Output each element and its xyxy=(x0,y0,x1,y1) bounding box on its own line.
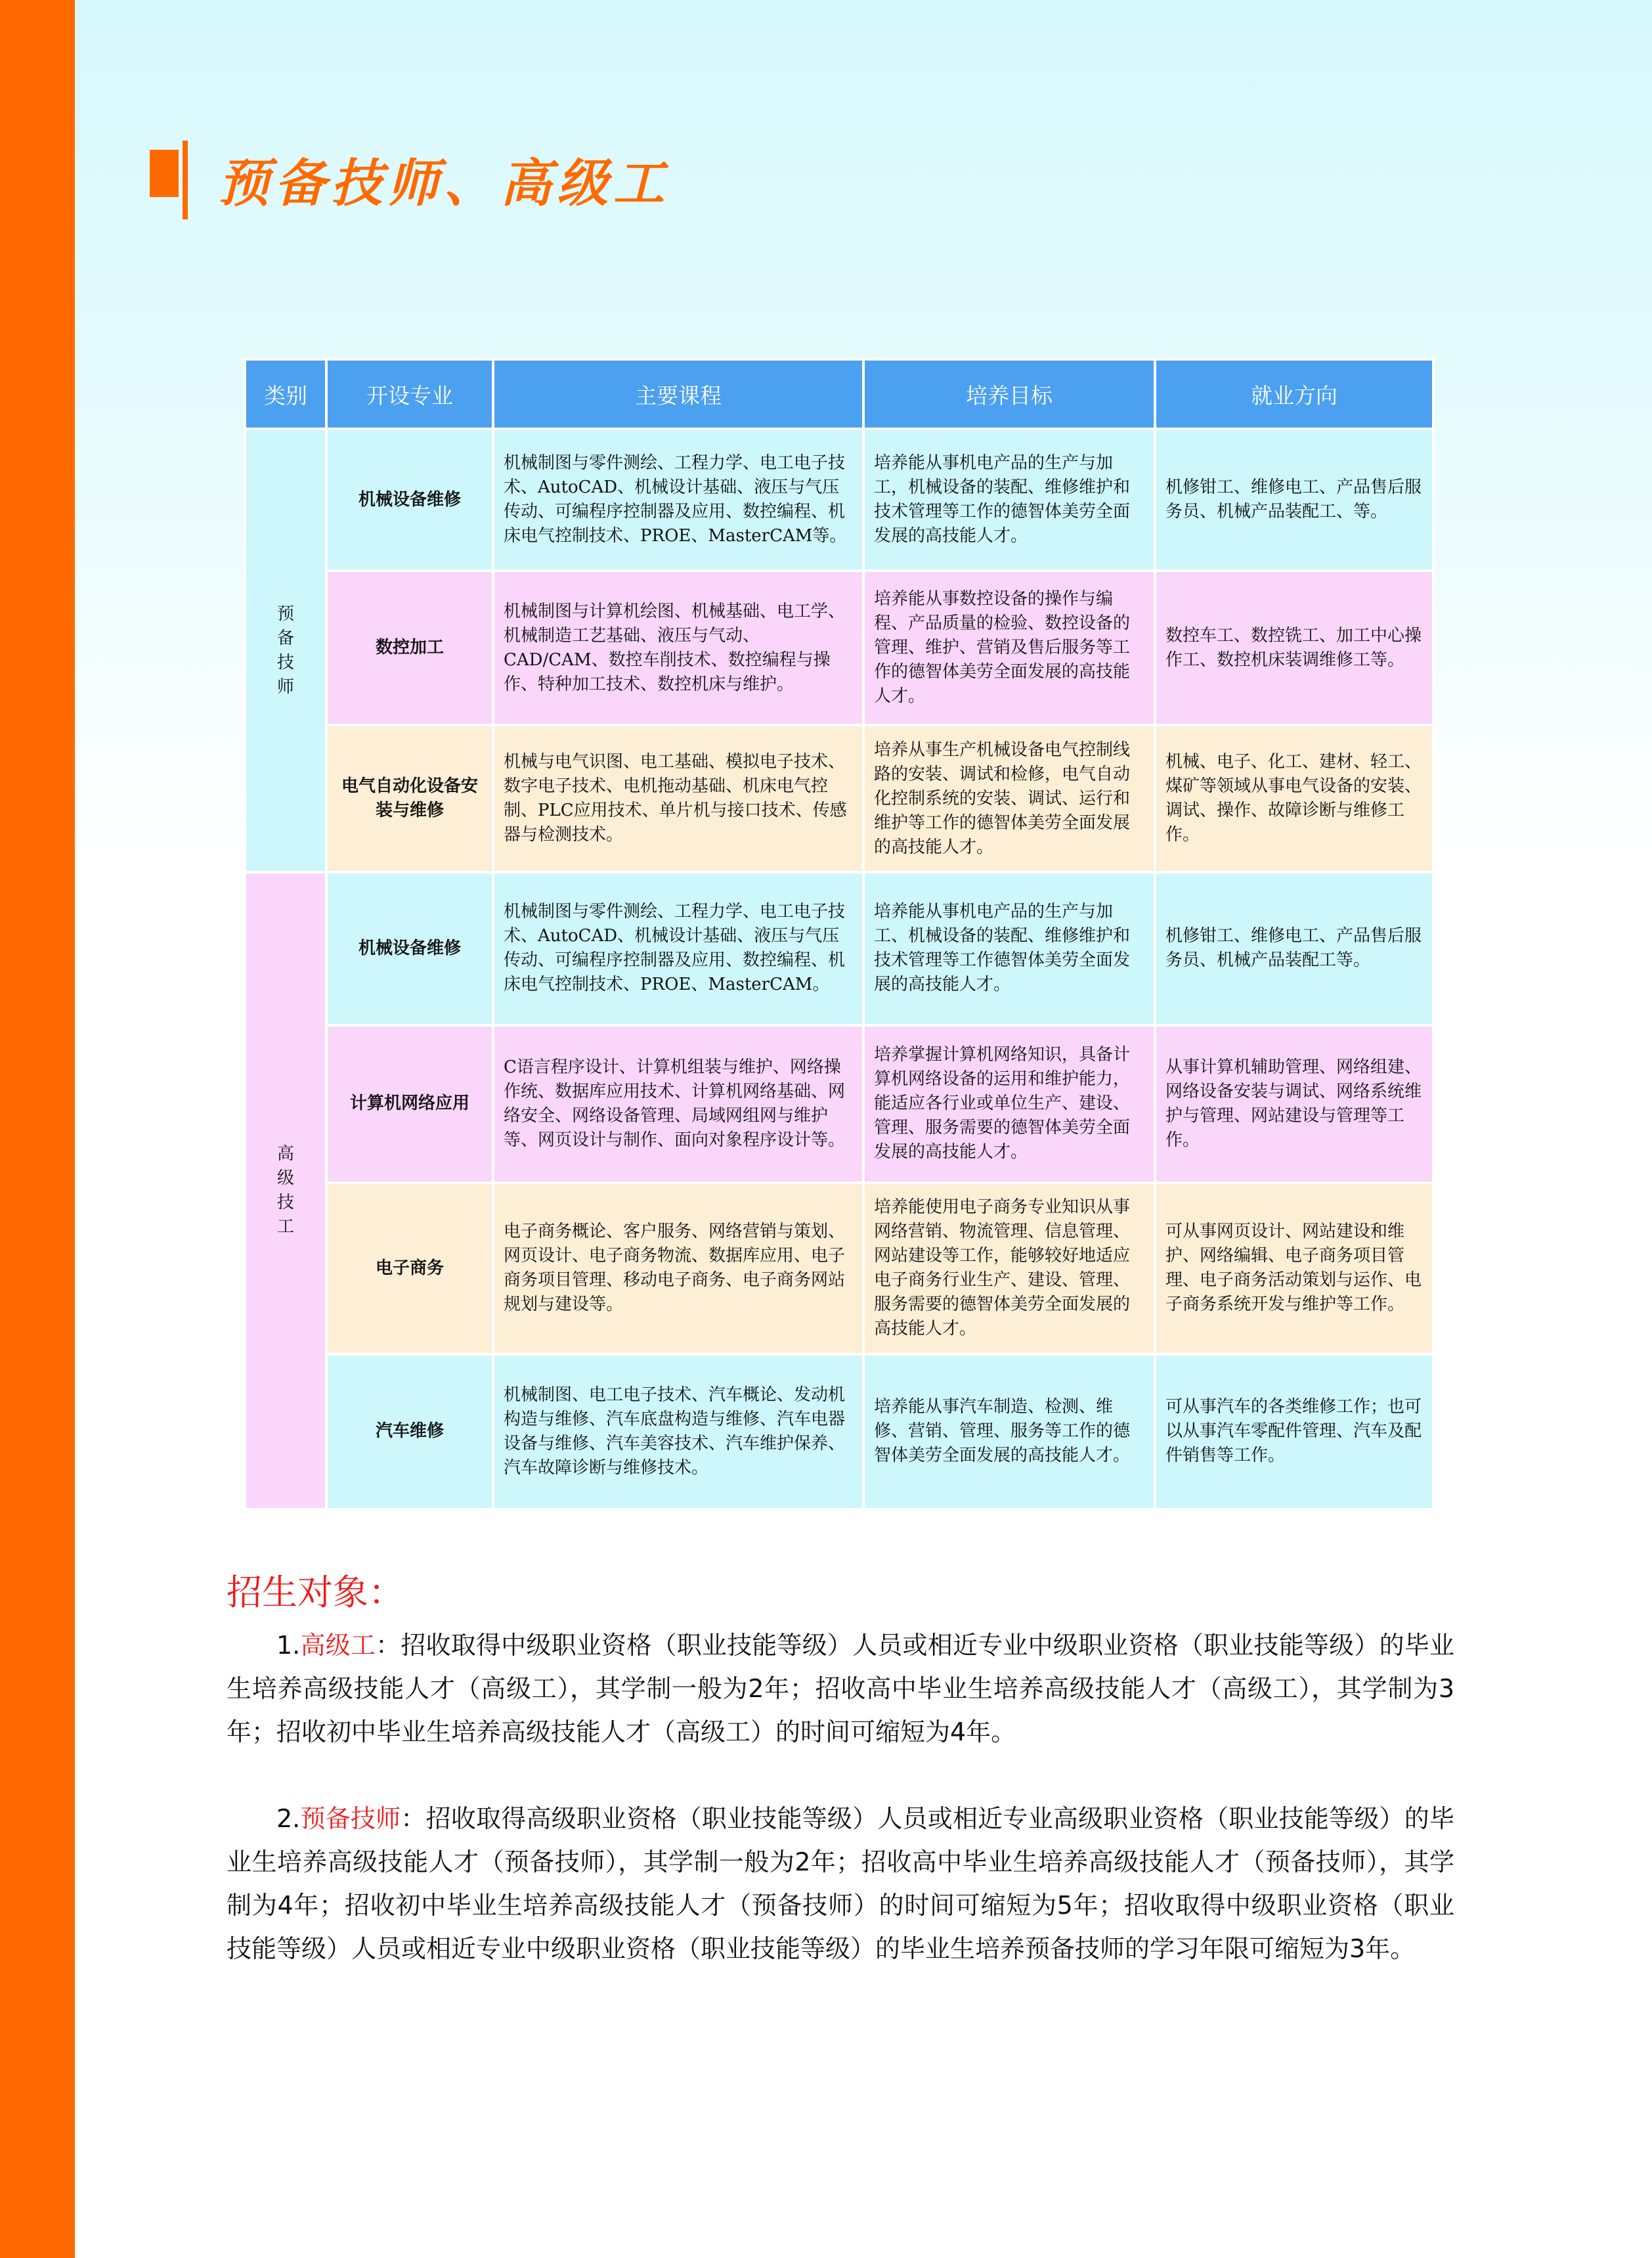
category-label: 高级技工 xyxy=(276,1144,294,1237)
title-marker xyxy=(150,150,179,197)
career-cell: 机械、电子、化工、建材、轻工、煤矿等领域从事电气设备的安装、调试、操作、故障诊断与维修工作。 xyxy=(1156,726,1432,871)
enrollment-item xyxy=(227,1624,1454,1754)
goal-cell: 培养能从事机电产品的生产与加工，机械设备的装配、维修维护和技术管理等工作的德智体美劳全面发展的高技能人才。 xyxy=(865,430,1154,569)
goal-cell: 培养能从事数控设备的操作与编程、产品质量的检验、数控设备的管理、维护、营销及售后服务等工作的德智体美劳全面发展的高技能人才。 xyxy=(865,572,1154,723)
enrollment-item-text: ：招收取得高级职业资格（职业技能等级）人员或相近专业高级职业资格（职业技能等级）的毕业生培养高级技能人才（预备技师），其学制一般为2年；招收高中毕业生培养高级技能人才（预备技师），其学制为4年；招收初中毕业生培养高级技能人才（预备技师）的时间可缩短为5年；招收取得中级职业资格（职业技能等级）人员或相近专业中级职业资格（职业技能等级）的毕业生培养预备技师的学习年限可缩短为3年。 xyxy=(227,1804,1454,1963)
enrollment-title: 招生对象： xyxy=(227,1572,404,1613)
courses-cell: 机械制图与零件测绘、工程力学、电工电子技术、AutoCAD、机械设计基础、液压与气压传动、可编程序控制器及应用、数控编程、机床电气控制技术、PROE、MasterCAM。 xyxy=(494,874,862,1023)
enrollment-item-number: 2. xyxy=(276,1804,301,1833)
goal-cell: 培养掌握计算机网络知识，具备计算机网络设备的运用和维护能力，能适应各行业或单位生产、建设、管理、服务需要的德智体美劳全面发展的高技能人才。 xyxy=(865,1027,1154,1182)
goal-cell: 培养能使用电子商务专业知识从事网络营销、物流管理、信息管理、网站建设等工作，能够较好地适应电子商务行业生产、建设、管理、服务需要的德智体美劳全面发展的高技能人才。 xyxy=(865,1184,1154,1352)
header-major: 开设专业 xyxy=(328,361,492,428)
table-row xyxy=(246,430,1432,569)
enrollment-item-keyword: 高级工 xyxy=(300,1631,376,1660)
career-cell: 可从事汽车的各类维修工作；也可以从事汽车零配件管理、汽车及配件销售等工作。 xyxy=(1156,1356,1432,1508)
table-row xyxy=(246,1027,1432,1182)
enrollment-item-text: ：招收取得中级职业资格（职业技能等级）人员或相近专业中级职业资格（职业技能等级）的毕业生培养高级技能人才（高级工），其学制一般为2年；招收高中毕业生培养高级技能人才（高级工），其学制为3年；招收初中毕业生培养高级技能人才（高级工）的时间可缩短为4年。 xyxy=(227,1631,1454,1746)
goal-cell: 培养能从事机电产品的生产与加工、机械设备的装配、维修维护和技术管理等工作德智体美劳全面发展的高技能人才。 xyxy=(865,874,1154,1023)
major-cell: 计算机网络应用 xyxy=(328,1027,492,1182)
category-cell xyxy=(246,430,325,871)
programs-table xyxy=(244,358,1435,1511)
header-category: 类别 xyxy=(246,361,325,428)
header-courses: 主要课程 xyxy=(494,361,862,428)
courses-cell: 机械制图与零件测绘、工程力学、电工电子技术、AutoCAD、机械设计基础、液压与气压传动、可编程序控制器及应用、数控编程、机床电气控制技术、PROE、MasterCAM等。 xyxy=(494,430,862,569)
career-cell: 从事计算机辅助管理、网络组建、网络设备安装与调试、网络系统维护与管理、网站建设与管理等工作。 xyxy=(1156,1027,1432,1182)
enrollment-item-number: 1. xyxy=(276,1631,301,1660)
category-label: 预备技师 xyxy=(276,604,294,697)
side-accent-bar xyxy=(0,0,75,2258)
major-cell: 汽车维修 xyxy=(328,1356,492,1508)
career-cell: 数控车工、数控铣工、加工中心操作工、数控机床装调维修工等。 xyxy=(1156,572,1432,723)
courses-cell: 机械制图、电工电子技术、汽车概论、发动机构造与维修、汽车底盘构造与维修、汽车电器设备与维修、汽车美容技术、汽车维护保养、汽车故障诊断与维修技术。 xyxy=(494,1356,862,1508)
category-cell xyxy=(246,874,325,1508)
table-row xyxy=(246,572,1432,723)
courses-cell: C语言程序设计、计算机组装与维护、网络操作统、数据库应用技术、计算机网络基础、网络安全、网络设备管理、局域网组网与维护等、网页设计与制作、面向对象程序设计等。 xyxy=(494,1027,862,1182)
goal-cell: 培养从事生产机械设备电气控制线路的安装、调试和检修，电气自动化控制系统的安装、调试、运行和维护等工作的德智体美劳全面发展的高技能人才。 xyxy=(865,726,1154,871)
table-row xyxy=(246,1184,1432,1352)
major-cell: 电气自动化设备安装与维修 xyxy=(328,726,492,871)
enrollment-item xyxy=(227,1797,1454,1970)
table-row xyxy=(246,1356,1432,1508)
goal-cell: 培养能从事汽车制造、检测、维修、营销、管理、服务等工作的德智体美劳全面发展的高技能人才。 xyxy=(865,1356,1154,1508)
major-cell: 数控加工 xyxy=(328,572,492,723)
header-career: 就业方向 xyxy=(1156,361,1432,428)
major-cell: 机械设备维修 xyxy=(328,430,492,569)
major-cell: 电子商务 xyxy=(328,1184,492,1352)
enrollment-item-keyword: 预备技师 xyxy=(300,1804,401,1833)
table-row xyxy=(246,726,1432,871)
courses-cell: 电子商务概论、客户服务、网络营销与策划、网页设计、电子商务物流、数据库应用、电子商务项目管理、移动电子商务、电子商务网站规划与建设等。 xyxy=(494,1184,862,1352)
major-cell: 机械设备维修 xyxy=(328,874,492,1023)
table-row xyxy=(246,874,1432,1023)
header-goal: 培养目标 xyxy=(865,361,1154,428)
courses-cell: 机械与电气识图、电工基础、模拟电子技术、数字电子技术、电机拖动基础、机床电气控制、PLC应用技术、单片机与接口技术、传感器与检测技术。 xyxy=(494,726,862,871)
page-title: 预备技师、高级工 xyxy=(218,154,670,213)
career-cell: 可从事网页设计、网站建设和维护、网络编辑、电子商务项目管理、电子商务活动策划与运作、电子商务系统开发与维护等工作。 xyxy=(1156,1184,1432,1352)
title-marker-line xyxy=(183,141,188,219)
table-header-row xyxy=(246,361,1432,428)
career-cell: 机修钳工、维修电工、产品售后服务员、机械产品装配工等。 xyxy=(1156,874,1432,1023)
courses-cell: 机械制图与计算机绘图、机械基础、电工学、机械制造工艺基础、液压与气动、CAD/CAM、数控车削技术、数控编程与操作、特种加工技术、数控机床与维护。 xyxy=(494,572,862,723)
career-cell: 机修钳工、维修电工、产品售后服务员、机械产品装配工、等。 xyxy=(1156,430,1432,569)
